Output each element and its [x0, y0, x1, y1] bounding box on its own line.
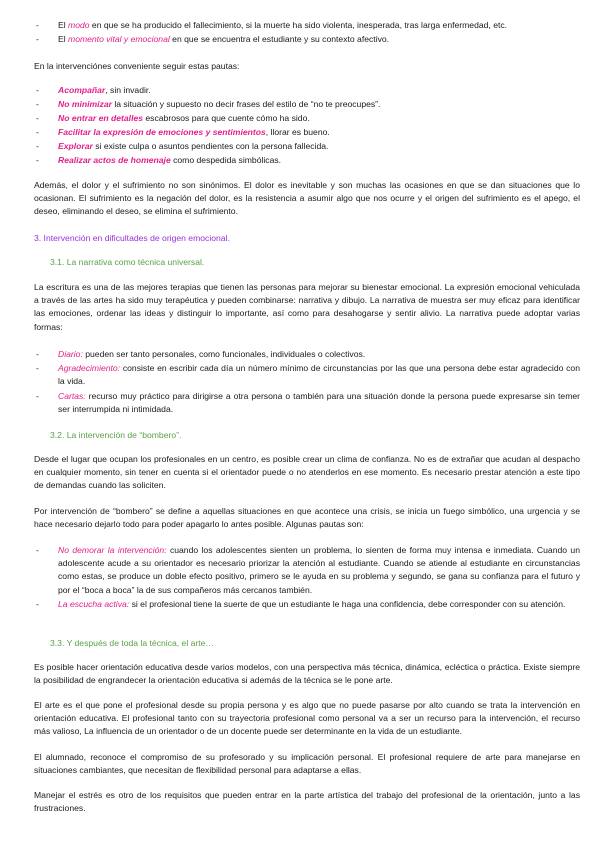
list-item-text: recurso muy práctico para dirigirse a otra persona o también para una situación donde la persona puede expresarse sin temer ser interrumpida ni intimidada. — [58, 391, 580, 415]
list-dash: - — [36, 127, 39, 137]
list-item-emphasis: momento vital y emocional — [68, 34, 170, 44]
list-item — [58, 19, 507, 31]
paragraph: Por intervención de “bombero” se define a aquellas situaciones en que acontece una crisis, se inicia un fuego simbólico, una urgencia y se hace necesario dejarlo todo para poder apagarlo lo antes posible. Algunas pautas son: — [34, 506, 580, 530]
list-item-emphasis: No demorar la intervención: — [58, 545, 167, 555]
list-item-emphasis: No entrar en detalles — [58, 113, 144, 123]
subsection-heading: 3.2. La intervención de “bombero”. — [50, 430, 182, 440]
subsection-heading: 3.1. La narrativa como técnica universal. — [50, 257, 205, 267]
list-item — [58, 126, 330, 138]
list-item — [58, 84, 151, 96]
list-item-text: pueden ser tanto personales, como funcionales, individuales o colectivos. — [82, 349, 366, 359]
list-item — [58, 140, 328, 152]
list-item-emphasis: Diario: — [58, 349, 83, 359]
paragraph: Manejar el estrés es otro de los requisitos que pueden entrar en la parte artística del trabajo del profesional de la orientación, junto a las frustraciones. — [34, 790, 580, 814]
list-item — [58, 544, 580, 597]
paragraph: En la intervenciónes conveniente seguir estas pautas: — [34, 61, 240, 71]
list-item-text: la situación y supuesto no decir frases del estilo de “no te preocupes”. — [111, 99, 381, 109]
list-item — [58, 348, 580, 361]
list-dash: - — [36, 141, 39, 151]
list-item-emphasis: modo — [68, 20, 90, 30]
list-item-prefix: El — [58, 34, 69, 44]
list-dash: - — [36, 113, 39, 123]
list-item-text: si existe culpa o asuntos pendientes con la persona fallecida. — [92, 141, 329, 151]
list-item-text: consiste en escribir cada día un número mínimo de circunstancias por las que una persona debe estar agradecido con la vida. — [58, 363, 580, 387]
paragraph: El alumnado, reconoce el compromiso de su profesorado y su implicación personal. El profesional requiere de arte para manejarse en situaciones cambiantes, que necesitan de flexibilidad personal para adaptarse a ellas. — [34, 752, 580, 776]
list-item — [58, 112, 310, 124]
list-item-text: , llorar es bueno. — [265, 127, 330, 137]
list-dash: - — [36, 349, 39, 359]
list-dash: - — [36, 155, 39, 165]
list-item-emphasis: La escucha activa: — [58, 599, 130, 609]
list-item-text: cuando los adolescentes sienten un problema, lo sienten de forma muy intensa e inmediata. Cuando un adolescente acude a su orientador es necesario priorizar la atención al estudiante. Cuando se atiende al estudiante en circunstancias como estas, se produce un doble efecto positivo, primero se le ayuda en su problema y segundo, se gana su confianza para el futuro y por el “boca a boca” la de sus compañeros más cercanos también. — [58, 545, 580, 595]
list-item — [58, 598, 580, 611]
list-item-emphasis: Acompañar — [58, 85, 106, 95]
list-dash: - — [36, 85, 39, 95]
list-dash: - — [36, 20, 39, 30]
list-dash: - — [36, 391, 39, 401]
paragraph: La escritura es una de las mejores terapias que tienen las personas para mejorar su bienestar emocional. La expresión emocional vehiculada a través de las artes ha sido muy terapéutica y pueden combinarse: narrativa y dibujo. La narrativa de muestra ser muy eficaz para identificar las emociones, ordenar las ideas y distinguir lo importante, así como para desahogarse y sentir alivio. La narrativa puede adoptar varias formas: — [34, 282, 580, 332]
list-item-text: , sin invadir. — [105, 85, 151, 95]
paragraph: Es posible hacer orientación educativa desde varios modelos, con una perspectiva más técnica, dinámica, ecléctica o práctica. Existe siempre la posibilidad de engrandecer la orientación educativa si además de la técnica se le pone arte. — [34, 662, 580, 686]
list-item-emphasis: Cartas: — [58, 391, 86, 401]
list-item-emphasis: Facilitar la expresión de emociones y sentimientos — [58, 127, 266, 137]
list-item — [58, 98, 380, 110]
list-item — [58, 33, 389, 45]
list-item — [58, 154, 281, 166]
section-heading: 3. Intervención en dificultades de origen emocional. — [34, 233, 230, 243]
list-dash: - — [36, 99, 39, 109]
list-item-emphasis: Explorar — [58, 141, 93, 151]
paragraph: Desde el lugar que ocupan los profesionales en un centro, es posible crear un clima de confianza. No es de extrañar que acudan al despacho en cualquier momento, sin tener en cuenta si el orientador puede o no atenderlos en ese momento. Es necesario prestar atención a este tipo de demandas cuando las soliciten. — [34, 454, 580, 491]
list-item — [58, 390, 580, 416]
list-dash: - — [36, 545, 39, 555]
list-item-emphasis: Realizar actos de homenaje — [58, 155, 171, 165]
list-item-prefix: El — [58, 20, 69, 30]
list-item-emphasis: No minimizar — [58, 99, 112, 109]
list-item-text: si el profesional tiene la suerte de que un estudiante le haga una confidencia, debe corresponder con su atención. — [129, 599, 566, 609]
list-item-emphasis: Agradecimiento: — [58, 363, 121, 373]
list-dash: - — [36, 599, 39, 609]
list-dash: - — [36, 363, 39, 373]
list-item-text: escabrosos para que cuente cómo ha sido. — [143, 113, 310, 123]
list-dash: - — [36, 34, 39, 44]
list-item-text: en que se ha producido el fallecimiento, si la muerte ha sido violenta, inesperada, tras larga enfermedad, etc. — [89, 20, 508, 30]
paragraph: Además, el dolor y el sufrimiento no son sinónimos. El dolor es inevitable y son muchas las ocasiones en que se dan situaciones que lo ocasionan. El sufrimiento es la negación del dolor, es la resistencia a asumir algo que nos ocurre y el origen del sufrimiento es el apego, el deseo, eliminando el deseo, se elimina el sufrimiento. — [34, 180, 580, 217]
list-item-text: como despedida simbólicas. — [170, 155, 282, 165]
subsection-heading: 3.3. Y después de toda la técnica, el arte… — [50, 638, 215, 648]
list-item-text: en que se encuentra el estudiante y su contexto afectivo. — [169, 34, 390, 44]
paragraph: El arte es el que pone el profesional desde su propia persona y es algo que no puede pasarse por alto cuando se trata la intervención en orientación educativa. El profesional tanto con su trayectoria profesional como personal va a ser un recurso para la intervención, el recurso más valioso, La influencia de un orientador o de un docente puede ser determinante en la vida de un estudiante. — [34, 700, 580, 737]
list-item — [58, 362, 580, 388]
